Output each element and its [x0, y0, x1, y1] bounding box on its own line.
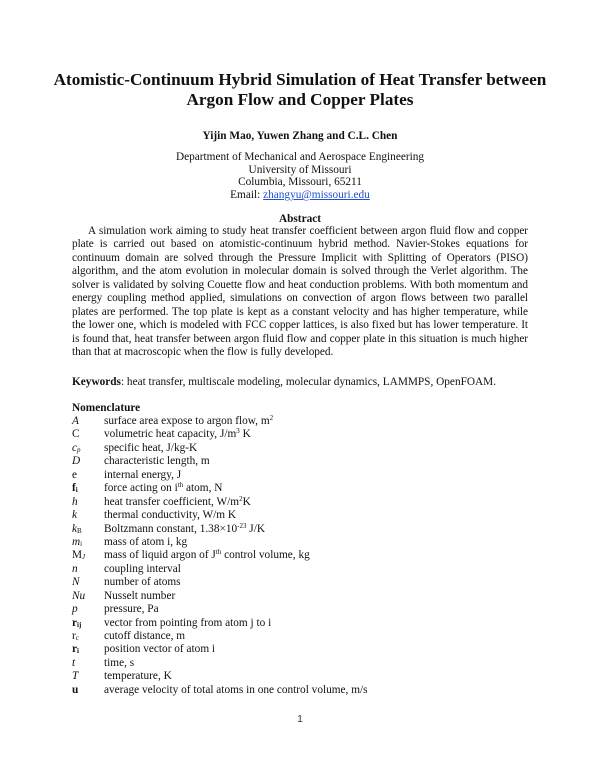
symbol: $k_B$ — [72, 522, 82, 535]
description: internal energy, J — [104, 468, 182, 481]
nomenclature-item — [72, 657, 532, 670]
symbol: T — [72, 670, 79, 683]
description: force acting on $i^{th}$ atom, N — [104, 481, 223, 495]
nomenclature-item — [72, 428, 532, 441]
department: Department of Mechanical and Aerospace Engineering — [175, 151, 425, 163]
symbol: k — [72, 509, 78, 522]
description: time, s — [104, 656, 135, 669]
description: coupling interval — [104, 562, 181, 575]
email-label: Email: — [230, 189, 264, 202]
description: characteristic length, m — [104, 455, 210, 468]
nomenclature-item — [72, 549, 532, 562]
location: Columbia, Missouri, 65211 — [238, 176, 362, 189]
description: position vector of atom i — [104, 643, 216, 656]
symbol: $r_c$ — [72, 630, 79, 642]
description: number of atoms — [104, 576, 181, 589]
nomenclature-item — [72, 617, 532, 630]
symbol: h — [72, 495, 78, 508]
description: pressure, Pa — [104, 603, 159, 616]
nomenclature-item — [72, 576, 532, 589]
description: cutoff distance, m — [104, 630, 186, 642]
symbol: u — [72, 683, 79, 696]
description: average velocity of total atoms in one control volume, m/s — [104, 683, 368, 696]
title-line-2: Argon Flow and Copper Plates — [186, 90, 414, 109]
description: mass of liquid argon of $J^{th}$ control volume, kg — [104, 548, 310, 562]
symbol: N — [72, 576, 80, 589]
nomenclature-item — [72, 603, 532, 616]
nomenclature-list — [72, 415, 532, 697]
symbol: $r_i$ — [72, 643, 79, 656]
symbol: $c_p$ — [72, 441, 81, 454]
email-line — [40, 189, 560, 202]
keywords-label: Keywords — [72, 376, 121, 388]
affiliation — [40, 151, 560, 202]
nomenclature-heading: Nomenclature — [72, 402, 141, 414]
description: temperature, K — [104, 670, 172, 683]
email-link[interactable]: zhangyu@missouri.edu — [263, 189, 370, 202]
description: heat transfer coefficient, $W/m^2K$ — [104, 494, 251, 508]
abstract-text: A simulation work aiming to study heat transfer coefficient between argon fluid flow and copper plate is carried out based on atomistic-continuum hybrid method. Navier-Stokes equations for continuum domain are solved through the Pressure Implicit with Splitting of Operators (PISO) algorithm, and the atom evolution in molecular domain is solved through the Verlet algorithm. The solver is validated by solving Couette flow and heat conduction problems. With both momentum and energy coupling method applied, simulations on convection of argon flows between two parallel plates are performed. The top plate is kept as a constant velocity and has higher temperature, while the lower one, which is modeled with FCC copper lattices, is also fixed but has lower temperature. It is found that, heat transfer between argon fluid flow and copper plate in this situation is much higher than that at macroscopic when the flow is fully developed. — [72, 225, 528, 359]
nomenclature-item — [72, 684, 532, 697]
description: mass of atom i, kg — [104, 535, 188, 548]
keywords — [72, 376, 542, 388]
description: volumetric heat capacity, $J/m^3$ K — [104, 427, 251, 441]
university: University of Missouri — [248, 163, 352, 176]
nomenclature-item — [72, 630, 532, 643]
nomenclature-item — [72, 643, 532, 656]
paper-title — [40, 70, 560, 110]
symbol: D — [72, 455, 81, 468]
description: specific heat, J/kg-K — [104, 441, 198, 454]
symbol: $f_i$ — [72, 482, 78, 495]
nomenclature-item — [72, 523, 532, 536]
page-number: 1 — [297, 714, 303, 725]
symbol: n — [72, 562, 78, 575]
description: vector from pointing from atom j to i — [104, 616, 272, 629]
description: surface area expose to argon flow, $m^2$ — [104, 414, 274, 427]
symbol: $M_J$ — [72, 549, 86, 562]
symbol: p — [72, 603, 78, 616]
abstract-heading: Abstract — [278, 213, 322, 225]
symbol: $m_i$ — [72, 535, 83, 548]
nomenclature-item — [72, 482, 532, 495]
description: thermal conductivity, W/m K — [104, 509, 237, 522]
symbol: t — [72, 656, 76, 669]
description: Nusselt number — [104, 589, 176, 602]
nomenclature-item — [72, 469, 532, 482]
nomenclature-item — [72, 670, 532, 683]
nomenclature-item — [72, 415, 532, 428]
nomenclature-item — [72, 590, 532, 603]
symbol: Nu — [72, 589, 86, 602]
nomenclature-item — [72, 536, 532, 549]
nomenclature-item — [72, 442, 532, 455]
symbol: $r_{ij}$ — [72, 616, 82, 629]
keywords-text: : heat transfer, multiscale modeling, molecular dynamics, LAMMPS, OpenFOAM. — [120, 376, 497, 388]
nomenclature-item — [72, 496, 532, 509]
title-line-1: Atomistic-Continuum Hybrid Simulation of Heat Transfer between — [53, 70, 547, 89]
symbol: C — [72, 428, 80, 441]
nomenclature-item — [72, 455, 532, 468]
authors: Yijin Mao, Yuwen Zhang and C.L. Chen — [202, 130, 398, 142]
description: Boltzmann constant, $1.38\times 10^{-23}$ J/K — [104, 521, 266, 535]
nomenclature-item — [72, 563, 532, 576]
nomenclature-item — [72, 509, 532, 522]
symbol: e — [72, 468, 78, 481]
symbol: A — [72, 415, 79, 427]
